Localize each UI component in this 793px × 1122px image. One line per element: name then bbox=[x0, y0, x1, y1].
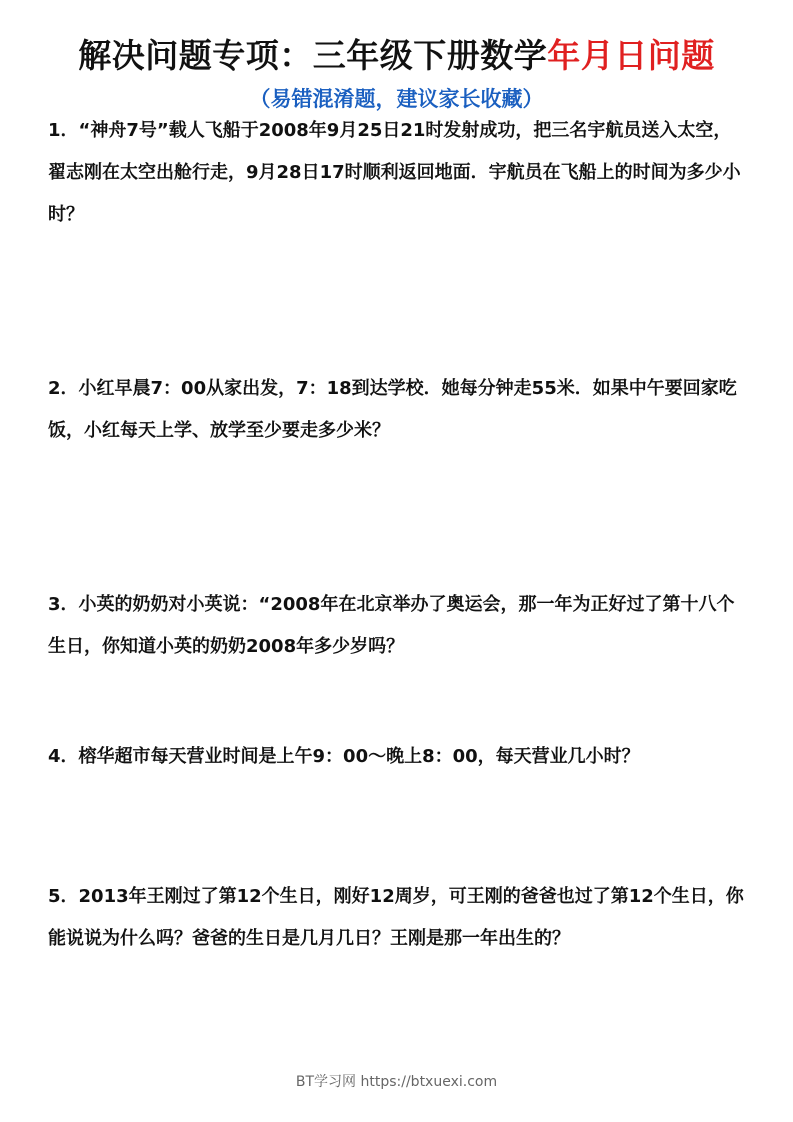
page-title bbox=[0, 30, 793, 77]
page-subtitle: （易错混淆题，建议家长收藏） bbox=[249, 87, 544, 111]
footer-watermark[interactable]: BT学习网 https://btxuexi.com bbox=[295, 1074, 498, 1090]
question-5: 5．2013年王刚过了第12个生日，刚好12周岁，可王刚的爸爸也过了第12个生日，你能说说为什么吗？爸爸的生日是几月几日？王刚是那一年出生的？ bbox=[48, 886, 744, 949]
title-main: 解决问题专项：三年级下册数学 bbox=[78, 36, 548, 75]
question-1: 1．“神舟7号”载人飞船于2008年9月25日21时发射成功，把三名宇航员送入太空，翟志刚在太空出舱行走，9月28日17时顺利返回地面．宇航员在飞船上的时间为多少小时？ bbox=[48, 120, 741, 225]
question-4: 4．榕华超市每天营业时间是上午9：00～晚上8：00，每天营业几小时？ bbox=[48, 746, 640, 767]
question-2: 2．小红早晨7：00从家出发，7：18到达学校．她每分钟走55米．如果中午要回家吃饭，小红每天上学、放学至少要走多少米？ bbox=[48, 378, 737, 441]
question-3: 3．小英的奶奶对小英说：“2008年在北京举办了奥运会，那一年为正好过了第十八个生日，你知道小英的奶奶2008年多少岁吗？ bbox=[48, 594, 735, 657]
title-highlight: 年月日问题 bbox=[547, 36, 715, 75]
